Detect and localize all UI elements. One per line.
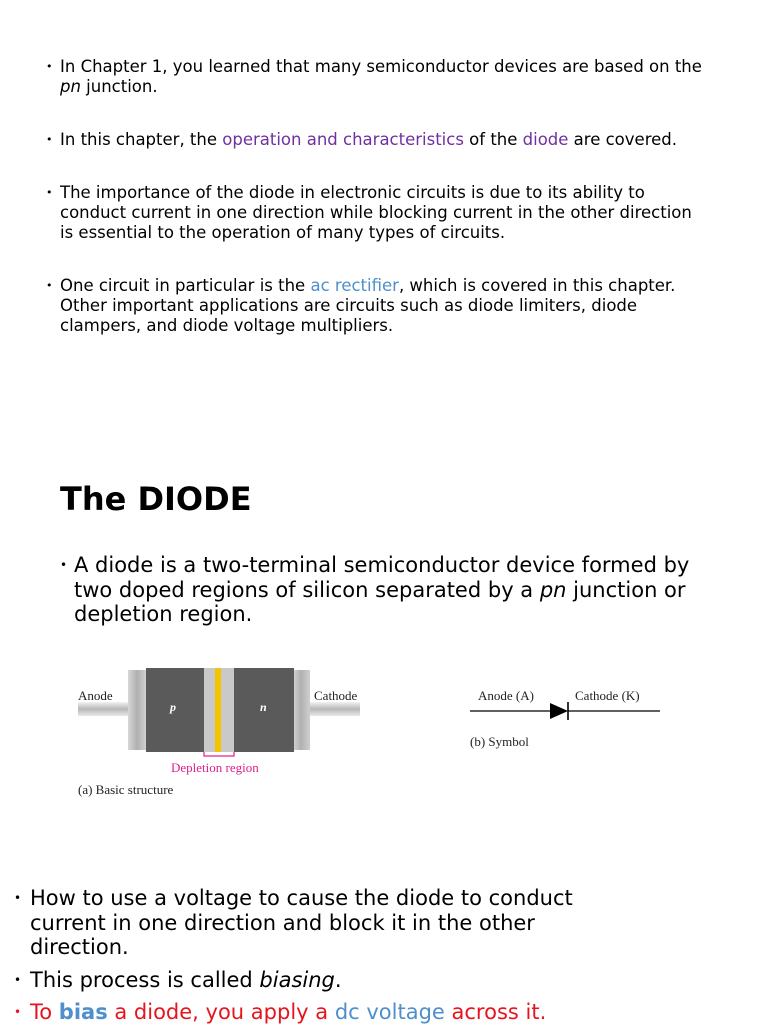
cathode-label: Cathode — [314, 688, 358, 703]
caption-basic-structure: (a) Basic structure — [78, 782, 174, 797]
bullet-to-bias: • To bias a diode, you apply a dc voltage across it. — [14, 1000, 547, 1024]
bullet-how-to-use-voltage: • How to use a voltage to cause the diode to conduct current in one direction and block it in the other direction. — [14, 886, 573, 959]
bullet-dot-icon: • — [60, 558, 68, 572]
diode-heading: The DIODE — [60, 480, 252, 518]
p-label: p — [170, 700, 176, 714]
cathode-end-cap — [292, 670, 310, 750]
cathode-k-label: Cathode (K) — [575, 688, 640, 703]
diode-definition-list — [60, 553, 710, 627]
diode-triangle — [550, 703, 568, 719]
anode-lead — [78, 702, 130, 716]
n-label: n — [260, 700, 267, 714]
diode-structure-figure — [70, 662, 380, 802]
bullet-dot-icon: • — [46, 186, 53, 199]
depletion-region-label: Depletion region — [171, 760, 259, 775]
bullet-dot-icon: • — [14, 1005, 22, 1019]
bullet-ac-rectifier: • One circuit in particular is the ac rectifier, which is covered in this chapter. Other important applications are circuits such as diode limiters, diode clampers, and diode voltage multipliers. — [46, 276, 676, 335]
bullet-dot-icon: • — [46, 279, 53, 292]
bullet-diode-definition: • A diode is a two-terminal semiconductor device formed by two doped regions of silicon separated by a pn junction or depletion region. — [60, 553, 690, 626]
biasing-bullets — [14, 886, 634, 1025]
bullet-dot-icon: • — [14, 972, 22, 987]
bullet-this-chapter: • In this chapter, the operation and characteristics of the diode are covered. — [46, 130, 677, 149]
anode-a-label: Anode (A) — [478, 688, 534, 703]
anode-end-cap — [128, 670, 146, 750]
depletion-bracket — [204, 752, 234, 756]
bullet-importance: • The importance of the diode in electronic circuits is due to its ability to conduct current in one direction while blocking current in the other direction is essential to the operation of many types of circuits. — [46, 183, 692, 242]
cathode-lead — [308, 702, 360, 716]
diode-structure-drawing — [70, 662, 380, 802]
bullet-dot-icon: • — [14, 891, 22, 905]
diode-symbol-figure — [468, 684, 668, 754]
caption-symbol: (b) Symbol — [470, 734, 529, 749]
bullet-dot-icon: • — [46, 60, 53, 73]
anode-label: Anode — [78, 688, 113, 703]
bullet-dot-icon: • — [46, 133, 53, 146]
bullet-chapter1: • In Chapter 1, you learned that many semiconductor devices are based on the pn junction. — [46, 57, 702, 96]
junction-line — [215, 668, 221, 752]
intro-bullets — [46, 57, 706, 336]
bullet-biasing: • This process is called biasing. — [14, 967, 342, 992]
